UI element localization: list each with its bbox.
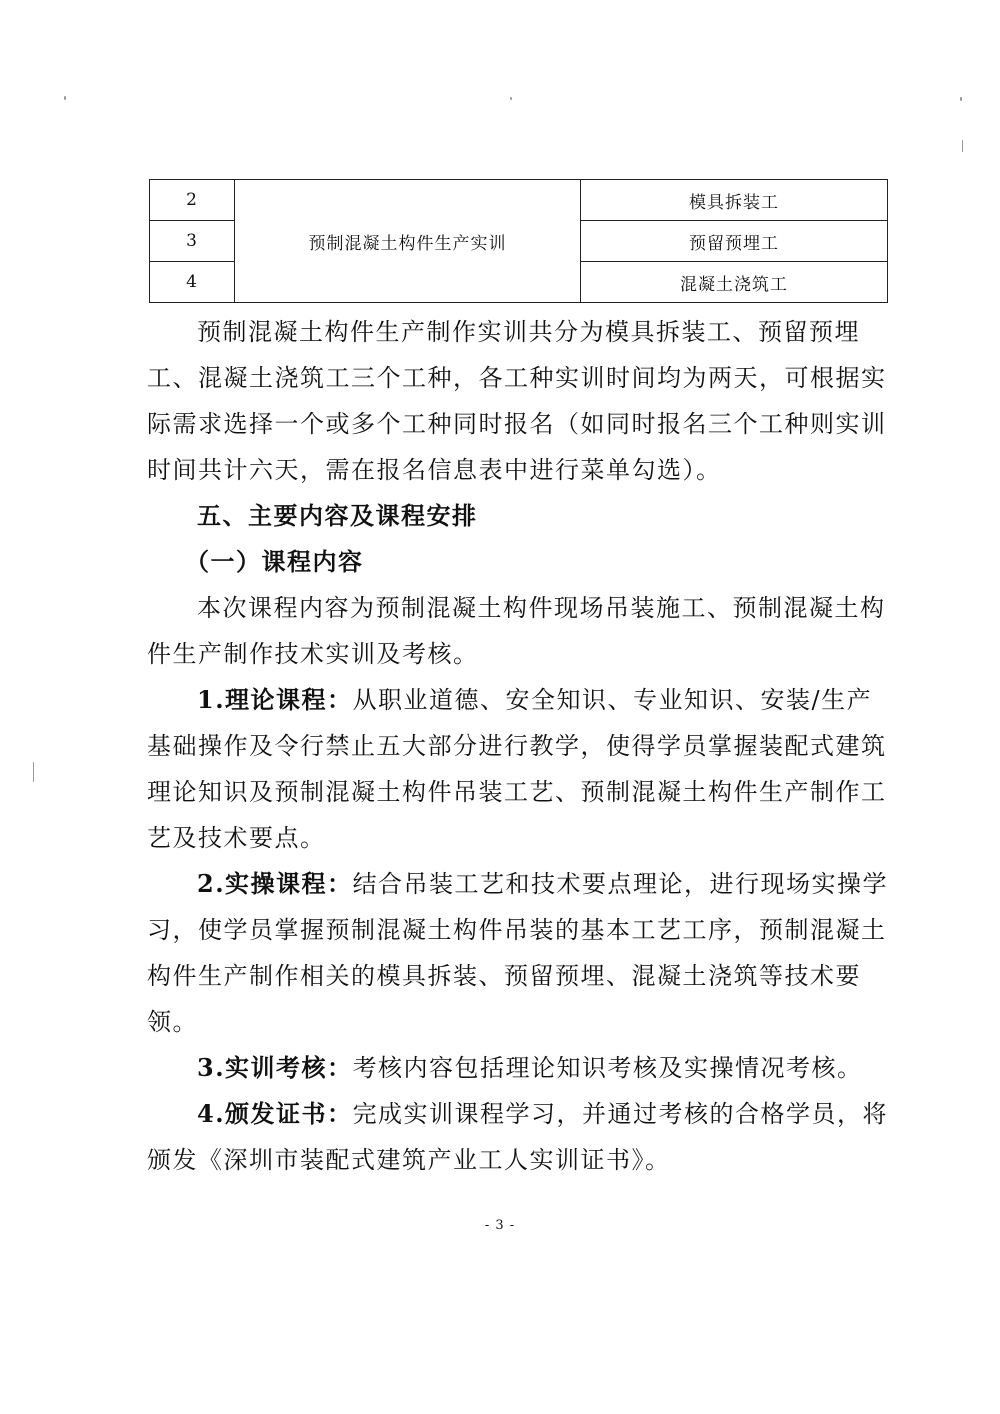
page-number: - 3 - <box>484 1218 516 1233</box>
subsection-heading: （一）课程内容 <box>185 547 364 576</box>
table-cell-project: 预制混凝土构件生产实训 <box>235 180 581 303</box>
table-cell-number: 3 <box>150 221 235 262</box>
scan-speck <box>33 762 34 782</box>
intro-paragraph: 预制混凝土构件生产制作实训共分为模具拆装工、预留预埋工、混凝土浇筑工三个工种，各工种实训时间均为两天，可根据实际需求选择一个或多个工种同时报名（如同时报名三个工种则实训时间共计六天，需在报名信息表中进行菜单勾选）。 <box>147 318 887 484</box>
theory-course-text: 从职业道德、安全知识、专业知识、安装/生产基础操作及令行禁止五大部分进行教学，使得学员掌握装配式建筑理论知识及预制混凝土构件吊装工艺、预制混凝土构件生产制作工艺及技术要点。 <box>147 686 887 852</box>
practice-course-lead: 2.实操课程： <box>197 869 353 898</box>
practice-course-text: 结合吊装工艺和技术要点理论，进行现场实操学习，使学员掌握预制混凝土构件吊装的基本工艺工序，预制混凝土构件生产制作相关的模具拆装、预留预埋、混凝土浇筑等技术要领。 <box>147 870 889 1036</box>
certificate-paragraph <box>147 1091 892 1183</box>
table-cell-item: 模具拆装工 <box>581 180 888 221</box>
assessment-paragraph <box>147 1045 892 1091</box>
practice-course-paragraph <box>147 861 892 1045</box>
scan-speck <box>64 96 66 100</box>
document-body <box>147 309 892 1183</box>
certificate-text: 完成实训课程学习，并通过考核的合格学员，将颁发《深圳市装配式建筑产业工人实训证书》。 <box>147 1100 889 1174</box>
table-cell-number: 2 <box>150 180 235 221</box>
assessment-lead: 3.实训考核： <box>197 1053 353 1082</box>
theory-course-lead: 1.理论课程： <box>197 685 353 714</box>
scan-speck <box>962 140 963 152</box>
theory-course-paragraph <box>147 677 892 861</box>
scan-speck <box>960 97 962 101</box>
course-content-paragraph: 本次课程内容为预制混凝土构件现场吊装施工、预制混凝土构件生产制作技术实训及考核。 <box>147 594 886 668</box>
assessment-text: 考核内容包括理论知识考核及实操情况考核。 <box>352 1054 863 1082</box>
table-cell-number: 4 <box>150 262 235 303</box>
section-heading: 五、主要内容及课程安排 <box>197 501 478 530</box>
certificate-lead: 4.颁发证书： <box>197 1099 353 1128</box>
table-row <box>150 180 888 221</box>
table-cell-item: 混凝土浇筑工 <box>581 262 888 303</box>
training-table <box>149 179 888 303</box>
table-cell-item: 预留预埋工 <box>581 221 888 262</box>
scan-speck <box>510 97 512 100</box>
